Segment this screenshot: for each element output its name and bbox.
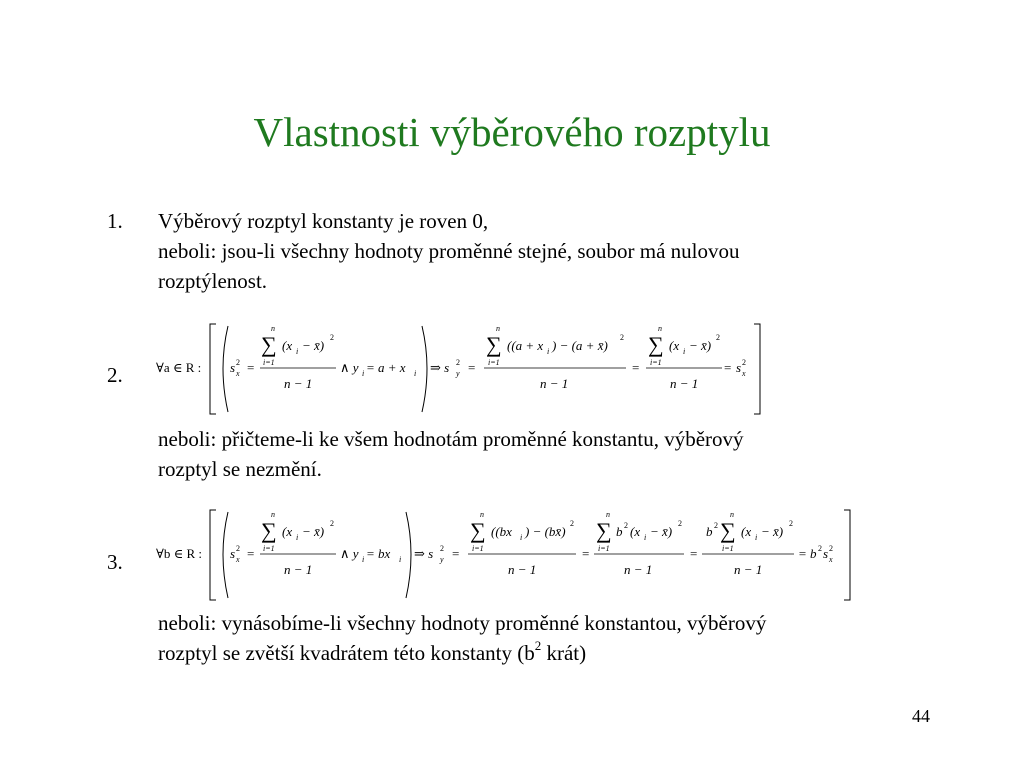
svg-text:− x̄): − x̄) <box>302 524 325 539</box>
svg-text:2: 2 <box>440 544 444 553</box>
item-number-3: 3. <box>107 550 123 574</box>
item-3-explanation <box>158 608 958 668</box>
svg-text:s: s <box>230 360 236 375</box>
item-1-text <box>158 206 958 296</box>
page-number: 44 <box>912 706 930 726</box>
svg-text:= a + x: = a + x <box>366 360 406 375</box>
svg-text:b: b <box>706 524 713 539</box>
svg-text:⇒ s: ⇒ s <box>414 546 434 561</box>
svg-text:i=1: i=1 <box>263 544 275 553</box>
svg-text:2: 2 <box>236 544 240 553</box>
inner-paren-left <box>223 512 228 598</box>
svg-text:y: y <box>440 555 444 564</box>
svg-text:n − 1: n − 1 <box>284 562 313 577</box>
svg-text:=: = <box>632 360 640 375</box>
svg-text:2: 2 <box>716 333 720 342</box>
svg-text:(x: (x <box>741 524 752 539</box>
svg-text:2: 2 <box>678 519 682 528</box>
svg-text:2: 2 <box>330 519 334 528</box>
svg-text:=: = <box>247 360 255 375</box>
svg-text:=: = <box>247 546 255 561</box>
svg-text:∑: ∑ <box>470 518 486 543</box>
svg-text:⇒ s: ⇒ s <box>430 360 450 375</box>
sum-symbol: ∑ <box>261 332 277 357</box>
svg-text:n − 1: n − 1 <box>734 562 763 577</box>
svg-text:i: i <box>414 369 417 378</box>
svg-text:i: i <box>755 533 758 542</box>
svg-text:i=1: i=1 <box>598 544 610 553</box>
quantifier-b: ∀b ∈ R : <box>156 546 203 561</box>
svg-text:i: i <box>296 533 299 542</box>
item-number-2: 2. <box>107 363 123 387</box>
svg-text:=: = <box>582 546 590 561</box>
svg-text:∑: ∑ <box>486 332 502 357</box>
outer-bracket-right <box>754 324 760 414</box>
outer-bracket-left <box>210 324 216 414</box>
svg-text:− x̄): − x̄) <box>650 524 673 539</box>
svg-text:(x: (x <box>630 524 641 539</box>
svg-text:n − 1: n − 1 <box>624 562 653 577</box>
svg-text:2: 2 <box>330 333 334 342</box>
svg-text:− x̄): − x̄) <box>761 524 784 539</box>
svg-text:i=1: i=1 <box>488 358 500 367</box>
svg-text:x: x <box>236 555 240 564</box>
svg-text:n: n <box>271 324 275 333</box>
svg-text:i: i <box>399 555 402 564</box>
svg-text:2: 2 <box>714 521 718 530</box>
slide-title: Vlastnosti výběrového rozptylu <box>253 109 771 155</box>
svg-text:i=1: i=1 <box>722 544 734 553</box>
svg-text:2: 2 <box>624 521 628 530</box>
svg-text:) − (a + x̄): ) − (a + x̄) <box>552 338 608 353</box>
item-3-line: neboli: vynásobíme-li všechny hodnoty proměnné konstantou, výběrový <box>158 611 767 635</box>
svg-text:2: 2 <box>742 358 746 367</box>
svg-text:i=1: i=1 <box>650 358 662 367</box>
svg-text:n: n <box>730 510 734 519</box>
svg-text:2: 2 <box>236 358 240 367</box>
svg-text:s: s <box>823 546 829 561</box>
svg-text:s: s <box>736 360 742 375</box>
svg-text:n: n <box>271 510 275 519</box>
svg-text:n − 1: n − 1 <box>540 376 569 391</box>
inner-paren-right <box>422 326 427 412</box>
item-2-line: neboli: přičteme-li ke všem hodnotám proměnné konstantu, výběrový <box>158 427 744 451</box>
outer-bracket-right <box>844 510 850 600</box>
svg-text:− x̄): − x̄) <box>302 338 325 353</box>
inner-paren-right <box>406 512 411 598</box>
svg-text:x: x <box>742 369 746 378</box>
svg-text:∑: ∑ <box>648 332 664 357</box>
item-1-line: neboli: jsou-li všechny hodnoty proměnné stejné, soubor má nulovou <box>158 239 740 263</box>
svg-text:((bx: ((bx <box>491 524 512 539</box>
svg-text:i: i <box>362 555 365 564</box>
item-3-line-2: rozptyl se zvětší kvadrátem této konstanty ($b^2$ krát) <box>158 638 587 665</box>
svg-text:i: i <box>520 533 523 542</box>
svg-text:x: x <box>236 369 240 378</box>
svg-text:s: s <box>230 546 236 561</box>
svg-text:n: n <box>480 510 484 519</box>
svg-text:∧ y: ∧ y <box>340 360 359 375</box>
svg-text:i: i <box>362 369 365 378</box>
svg-text:i: i <box>683 347 686 356</box>
svg-text:=: = <box>452 546 460 561</box>
formula-shift-property <box>150 318 770 418</box>
svg-text:n: n <box>658 324 662 333</box>
svg-text:=: = <box>690 546 698 561</box>
svg-text:n − 1: n − 1 <box>508 562 537 577</box>
svg-text:= b: = b <box>798 546 817 561</box>
svg-text:∑: ∑ <box>596 518 612 543</box>
svg-text:x: x <box>829 555 833 564</box>
svg-text:2: 2 <box>818 544 822 553</box>
svg-text:y: y <box>456 369 460 378</box>
svg-text:2: 2 <box>789 519 793 528</box>
svg-text:n − 1: n − 1 <box>670 376 699 391</box>
svg-text:2: 2 <box>620 333 624 342</box>
quantifier-a: ∀a ∈ R : <box>156 360 202 375</box>
svg-text:((a + x: ((a + x <box>507 338 544 353</box>
svg-text:∑: ∑ <box>720 518 736 543</box>
superscript-2: 2 <box>534 638 542 653</box>
svg-text:(x: (x <box>669 338 680 353</box>
item-number-1: 1. <box>107 209 123 233</box>
svg-text:=: = <box>468 360 476 375</box>
item-1-line: rozptýlenost. <box>158 269 268 293</box>
item-2-line: rozptyl se nezmění. <box>158 457 322 481</box>
svg-text:n: n <box>606 510 610 519</box>
svg-text:− x̄): − x̄) <box>689 338 712 353</box>
item-1-line: Výběrový rozptyl konstanty je roven 0, <box>158 209 489 233</box>
svg-text:i: i <box>296 347 299 356</box>
svg-text:∑: ∑ <box>261 518 277 543</box>
svg-text:i: i <box>644 533 647 542</box>
svg-text:b: b <box>616 524 623 539</box>
outer-bracket-left <box>210 510 216 600</box>
item-2-explanation <box>158 424 958 484</box>
svg-text:2: 2 <box>829 544 833 553</box>
svg-text:=: = <box>724 360 732 375</box>
svg-text:(x: (x <box>282 524 293 539</box>
svg-text:2: 2 <box>570 519 574 528</box>
svg-text:) − (bx̄): ) − (bx̄) <box>525 524 566 539</box>
inner-paren-left <box>223 326 228 412</box>
svg-text:n − 1: n − 1 <box>284 376 313 391</box>
svg-text:n: n <box>496 324 500 333</box>
svg-text:= bx: = bx <box>366 546 391 561</box>
svg-text:i: i <box>547 347 550 356</box>
svg-text:i=1: i=1 <box>472 544 484 553</box>
formula-scale-property <box>150 504 860 604</box>
svg-text:∧ y: ∧ y <box>340 546 359 561</box>
svg-text:i=1: i=1 <box>263 358 275 367</box>
svg-text:(x: (x <box>282 338 293 353</box>
svg-text:2: 2 <box>456 358 460 367</box>
